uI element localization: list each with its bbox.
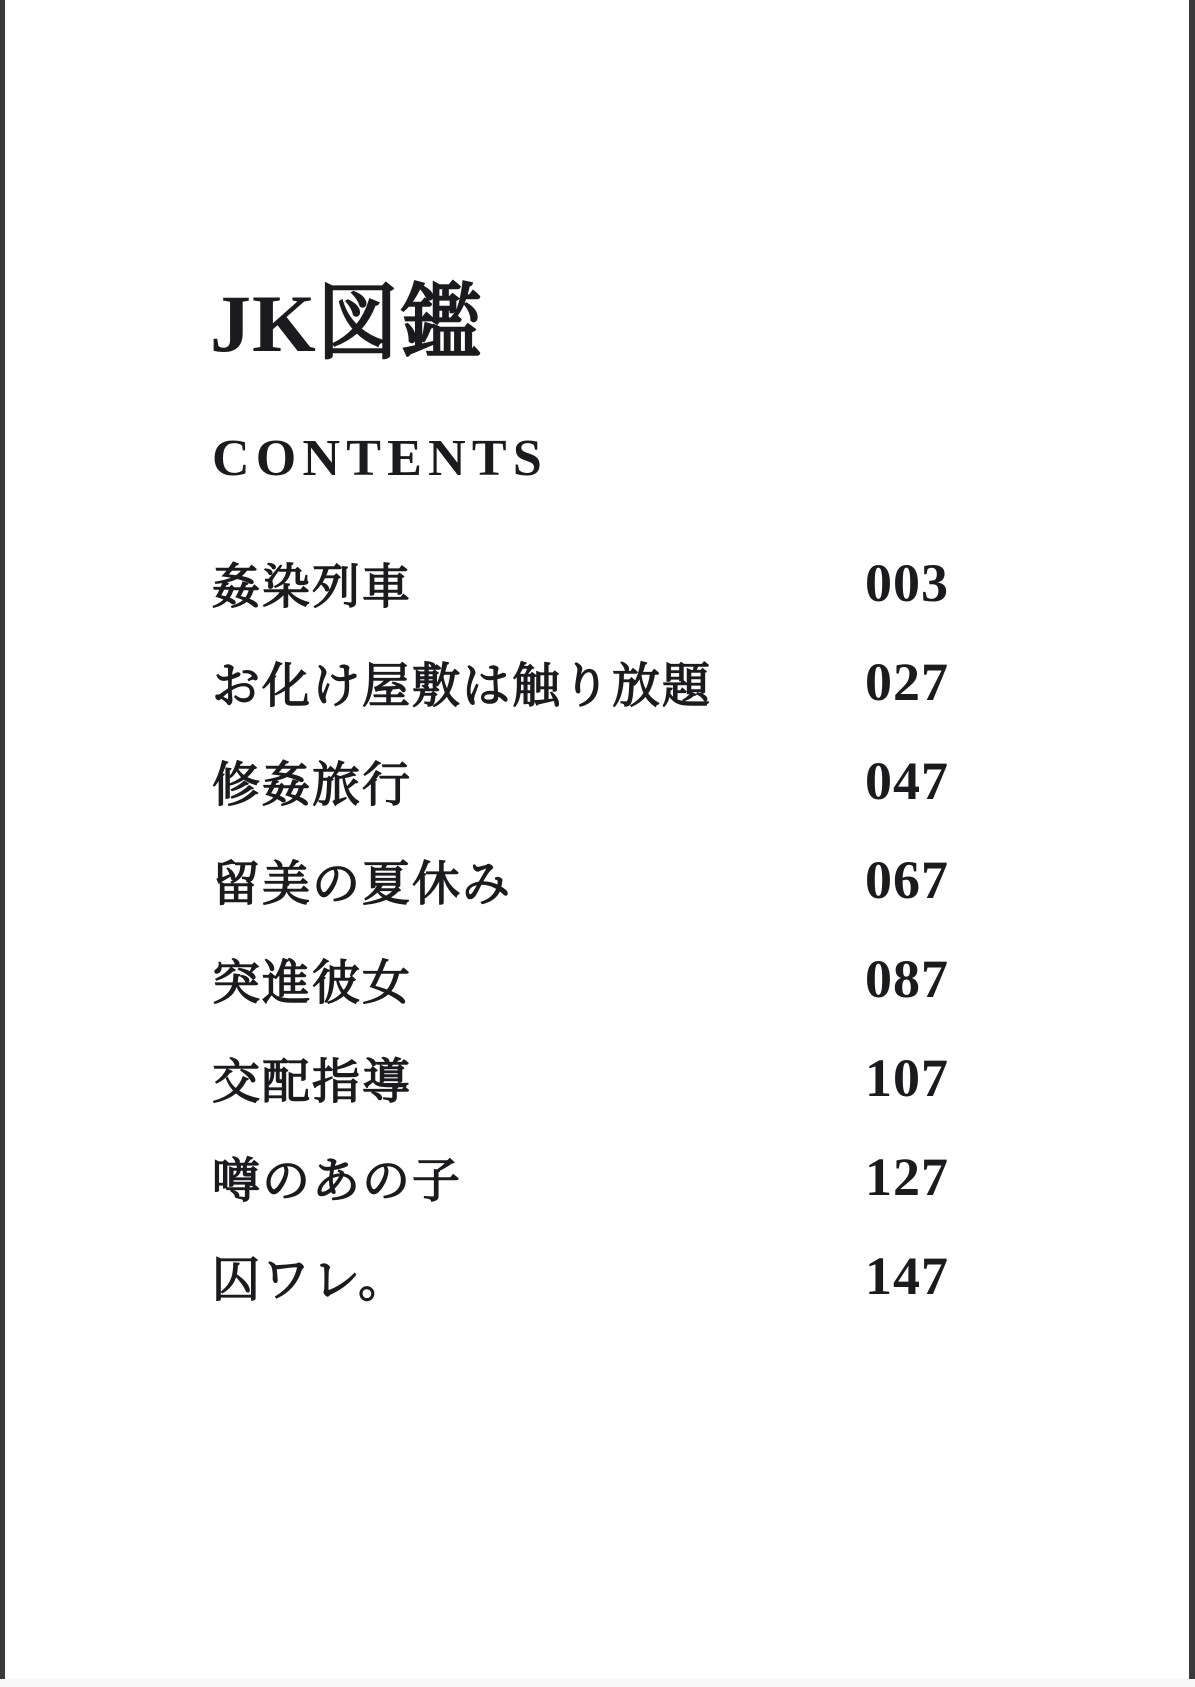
toc-list — [212, 533, 949, 1325]
book-title: JK図鑑 — [210, 278, 483, 369]
toc-entry-title: 噂のあの子 — [212, 1155, 463, 1208]
toc-row — [212, 1028, 949, 1127]
left-edge-bar — [0, 0, 5, 1679]
toc-entry-page: 127 — [865, 1146, 949, 1207]
bottom-strip — [0, 1679, 1195, 1687]
toc-entry-title: 姦染列車 — [212, 561, 413, 614]
toc-entry-title: 交配指導 — [212, 1056, 413, 1109]
toc-row — [212, 632, 949, 731]
toc-row — [212, 533, 949, 632]
toc-row — [212, 929, 949, 1028]
contents-heading: CONTENTS — [212, 430, 548, 487]
toc-entry-title: お化け屋敷は触り放題 — [212, 660, 713, 713]
toc-row — [212, 731, 949, 830]
toc-entry-page: 147 — [865, 1245, 949, 1306]
toc-entry-page: 067 — [865, 849, 949, 910]
toc-entry-page: 047 — [865, 750, 949, 811]
toc-entry-title: 修姦旅行 — [212, 759, 413, 812]
toc-entry-title: 突進彼女 — [212, 957, 413, 1010]
toc-entry-page: 027 — [865, 651, 949, 712]
toc-entry-title: 留美の夏休み — [212, 858, 513, 911]
toc-row — [212, 830, 949, 929]
toc-row — [212, 1127, 949, 1226]
toc-entry-title: 囚ワレ。 — [212, 1254, 409, 1307]
toc-entry-page: 003 — [865, 552, 949, 613]
toc-entry-page: 107 — [865, 1047, 949, 1108]
toc-row — [212, 1226, 949, 1325]
toc-entry-page: 087 — [865, 948, 949, 1009]
right-edge-bar — [1189, 0, 1195, 1679]
